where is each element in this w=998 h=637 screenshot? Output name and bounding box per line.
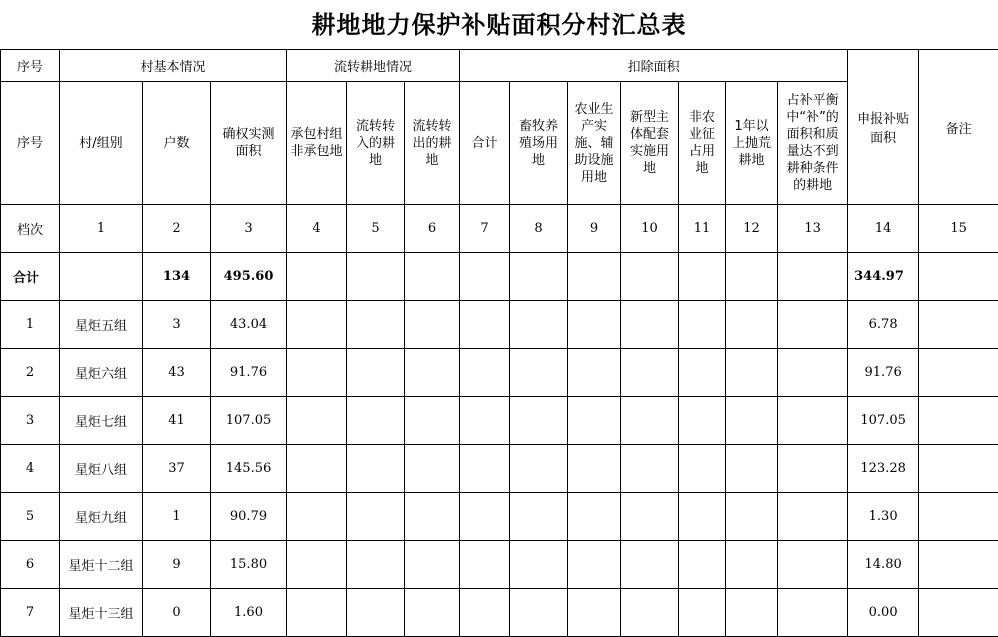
cell-empty — [679, 253, 726, 301]
cell-empty — [405, 445, 460, 493]
cell-empty — [347, 301, 405, 349]
col-header-livestock: 畜牧养殖场用地 — [510, 82, 568, 205]
row-households: 0 — [143, 589, 211, 637]
col-header-new-entity: 新型主体配套实施用地 — [621, 82, 679, 205]
row-households: 3 — [143, 301, 211, 349]
cell-empty — [460, 445, 510, 493]
cell-empty — [726, 253, 778, 301]
cell-empty — [347, 589, 405, 637]
cell-empty — [919, 253, 998, 301]
index-row — [1, 205, 998, 253]
col-header-total: 合计 — [460, 82, 510, 205]
index-num: 13 — [778, 205, 848, 253]
cell-empty — [621, 445, 679, 493]
cell-empty — [919, 301, 998, 349]
table-row — [1, 493, 998, 541]
cell-empty — [347, 541, 405, 589]
cell-empty — [510, 589, 568, 637]
row-seq: 4 — [1, 445, 60, 493]
cell-empty — [510, 301, 568, 349]
index-num: 1 — [60, 205, 143, 253]
cell-empty — [778, 349, 848, 397]
row-seq: 1 — [1, 301, 60, 349]
cell-empty — [726, 445, 778, 493]
cell-empty — [568, 541, 621, 589]
cell-empty — [287, 493, 347, 541]
cell-empty — [919, 493, 998, 541]
cell-empty — [726, 589, 778, 637]
col-header-agri-facility: 农业生产实施、辅助设施用地 — [568, 82, 621, 205]
row-households: 37 — [143, 445, 211, 493]
cell-empty — [405, 397, 460, 445]
cell-empty — [679, 301, 726, 349]
cell-empty — [510, 397, 568, 445]
cell-empty — [460, 493, 510, 541]
cell-empty — [460, 349, 510, 397]
group-header-seq: 序号 — [1, 50, 60, 82]
table-row — [1, 589, 998, 637]
cell-empty — [287, 445, 347, 493]
cell-empty — [405, 349, 460, 397]
group-header-deduct: 扣除面积 — [460, 50, 848, 82]
cell-empty — [919, 589, 998, 637]
cell-empty — [460, 397, 510, 445]
row-village-name: 星炬十三组 — [60, 589, 143, 637]
row-households: 9 — [143, 541, 211, 589]
col-header-village: 村/组别 — [60, 82, 143, 205]
index-num: 14 — [848, 205, 919, 253]
cell-empty — [405, 589, 460, 637]
cell-empty — [568, 493, 621, 541]
cell-empty — [568, 253, 621, 301]
cell-empty — [621, 253, 679, 301]
cell-empty — [919, 445, 998, 493]
cell-empty — [460, 541, 510, 589]
cell-empty — [621, 349, 679, 397]
col-header-contract-non-village: 承包村组非承包地 — [287, 82, 347, 205]
row-households: 1 — [143, 493, 211, 541]
row-households: 41 — [143, 397, 211, 445]
row-area: 90.79 — [211, 493, 287, 541]
col-header-remark: 备注 — [919, 50, 998, 205]
col-header-transfer-out: 流转转出的耕地 — [405, 82, 460, 205]
cell-empty — [287, 349, 347, 397]
cell-empty — [347, 253, 405, 301]
cell-empty — [679, 445, 726, 493]
cell-empty — [460, 301, 510, 349]
page-title: 耕地地力保护补贴面积分村汇总表 — [311, 10, 687, 39]
col-header-subsidy-area: 申报补贴面积 — [848, 50, 919, 205]
cell-empty — [568, 589, 621, 637]
cell-empty — [778, 301, 848, 349]
cell-empty — [347, 349, 405, 397]
row-subsidy: 123.28 — [848, 445, 919, 493]
index-num: 8 — [510, 205, 568, 253]
cell-empty — [347, 493, 405, 541]
index-num: 10 — [621, 205, 679, 253]
row-subsidy: 91.76 — [848, 349, 919, 397]
cell-empty — [287, 397, 347, 445]
group-header-village-basic: 村基本情况 — [60, 50, 287, 82]
total-subsidy: 344.97 — [848, 253, 919, 301]
cell-empty — [60, 253, 143, 301]
cell-empty — [510, 253, 568, 301]
col-header-households: 户数 — [143, 82, 211, 205]
col-header-non-agri: 非农业征占用地 — [679, 82, 726, 205]
cell-empty — [919, 397, 998, 445]
row-subsidy: 6.78 — [848, 301, 919, 349]
index-num: 11 — [679, 205, 726, 253]
row-area: 43.04 — [211, 301, 287, 349]
index-num: 12 — [726, 205, 778, 253]
total-row — [1, 253, 998, 301]
cell-empty — [405, 541, 460, 589]
cell-empty — [460, 253, 510, 301]
row-subsidy: 1.30 — [848, 493, 919, 541]
summary-table — [0, 49, 998, 637]
col-header-abandoned: 1年以上抛荒耕地 — [726, 82, 778, 205]
index-num: 4 — [287, 205, 347, 253]
cell-empty — [568, 445, 621, 493]
group-header-row — [1, 50, 998, 82]
total-area: 495.60 — [211, 253, 287, 301]
index-label: 档次 — [1, 205, 60, 253]
row-village-name: 星炬六组 — [60, 349, 143, 397]
cell-empty — [405, 301, 460, 349]
table-row — [1, 301, 998, 349]
cell-empty — [679, 493, 726, 541]
cell-empty — [347, 445, 405, 493]
cell-empty — [778, 445, 848, 493]
cell-empty — [919, 349, 998, 397]
row-seq: 6 — [1, 541, 60, 589]
row-village-name: 星炬十二组 — [60, 541, 143, 589]
row-village-name: 星炬五组 — [60, 301, 143, 349]
row-households: 43 — [143, 349, 211, 397]
cell-empty — [778, 253, 848, 301]
cell-empty — [287, 541, 347, 589]
cell-empty — [679, 397, 726, 445]
col-header-transfer-in: 流转转入的耕地 — [347, 82, 405, 205]
cell-empty — [778, 493, 848, 541]
cell-empty — [726, 493, 778, 541]
cell-empty — [287, 301, 347, 349]
cell-empty — [726, 541, 778, 589]
row-seq: 5 — [1, 493, 60, 541]
cell-empty — [919, 541, 998, 589]
cell-empty — [460, 589, 510, 637]
cell-empty — [510, 493, 568, 541]
row-subsidy: 107.05 — [848, 397, 919, 445]
group-header-transfer: 流转耕地情况 — [287, 50, 460, 82]
cell-empty — [621, 493, 679, 541]
cell-empty — [405, 493, 460, 541]
row-seq: 7 — [1, 589, 60, 637]
total-households: 134 — [143, 253, 211, 301]
cell-empty — [726, 397, 778, 445]
cell-empty — [679, 589, 726, 637]
col-header-measured-area: 确权实测面积 — [211, 82, 287, 205]
row-seq: 3 — [1, 397, 60, 445]
row-area: 15.80 — [211, 541, 287, 589]
row-seq: 2 — [1, 349, 60, 397]
cell-empty — [621, 541, 679, 589]
row-area: 145.56 — [211, 445, 287, 493]
cell-empty — [287, 253, 347, 301]
total-label: 合计 — [1, 253, 60, 301]
cell-empty — [405, 253, 460, 301]
cell-empty — [510, 541, 568, 589]
index-num: 9 — [568, 205, 621, 253]
col-header-balance: 占补平衡中“补”的面积和质量达不到耕种条件的耕地 — [778, 82, 848, 205]
cell-empty — [726, 301, 778, 349]
index-num: 3 — [211, 205, 287, 253]
cell-empty — [621, 589, 679, 637]
cell-empty — [510, 445, 568, 493]
row-village-name: 星炬七组 — [60, 397, 143, 445]
index-num: 15 — [919, 205, 998, 253]
index-num: 6 — [405, 205, 460, 253]
row-area: 1.60 — [211, 589, 287, 637]
row-village-name: 星炬八组 — [60, 445, 143, 493]
cell-empty — [510, 349, 568, 397]
cell-empty — [621, 397, 679, 445]
row-area: 107.05 — [211, 397, 287, 445]
cell-empty — [568, 397, 621, 445]
row-subsidy: 0.00 — [848, 589, 919, 637]
index-num: 2 — [143, 205, 211, 253]
index-num: 7 — [460, 205, 510, 253]
row-village-name: 星炬九组 — [60, 493, 143, 541]
cell-empty — [778, 541, 848, 589]
table-row — [1, 349, 998, 397]
cell-empty — [347, 397, 405, 445]
cell-empty — [679, 541, 726, 589]
index-num: 5 — [347, 205, 405, 253]
cell-empty — [568, 349, 621, 397]
cell-empty — [778, 397, 848, 445]
row-area: 91.76 — [211, 349, 287, 397]
table-row — [1, 445, 998, 493]
cell-empty — [778, 589, 848, 637]
cell-empty — [621, 301, 679, 349]
row-subsidy: 14.80 — [848, 541, 919, 589]
cell-empty — [568, 301, 621, 349]
table-row — [1, 397, 998, 445]
col-header-seq: 序号 — [1, 82, 60, 205]
table-row — [1, 541, 998, 589]
cell-empty — [679, 349, 726, 397]
cell-empty — [287, 589, 347, 637]
cell-empty — [726, 349, 778, 397]
